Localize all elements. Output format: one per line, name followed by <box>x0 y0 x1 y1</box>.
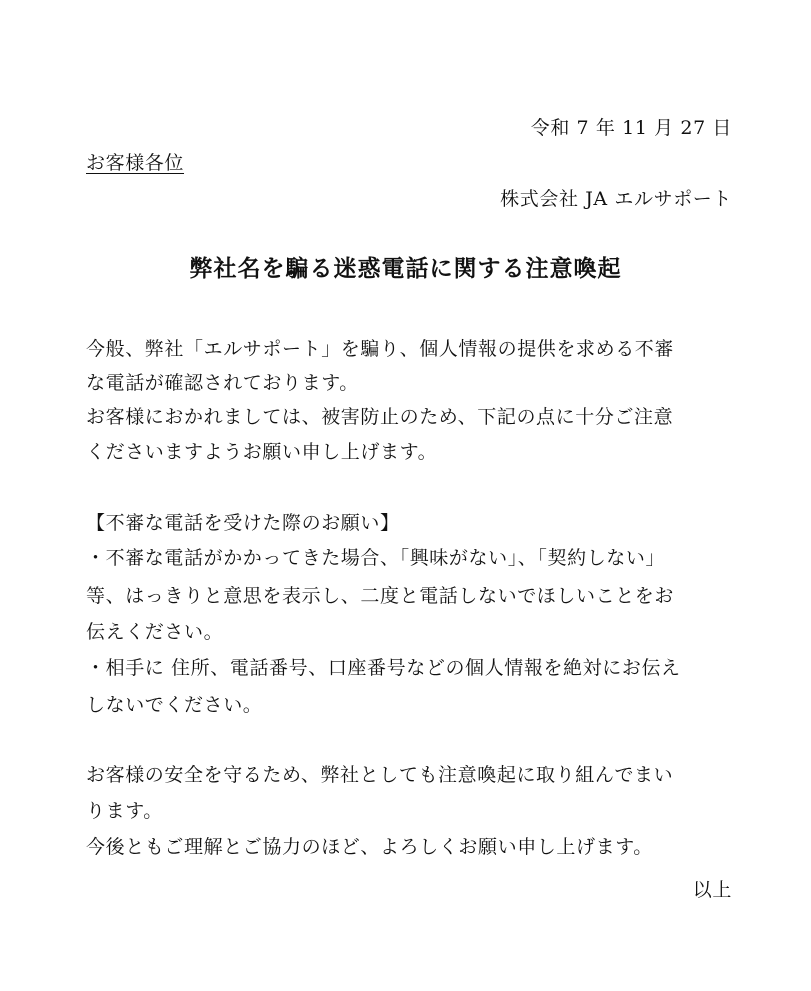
document-title: 弊社名を騙る迷惑電話に関する注意喚起 <box>189 255 622 282</box>
closing-line: お客様の安全を守るため、弊社としても注意喚起に取り組んでまい <box>86 764 674 786</box>
intro-line: お客様におかれましては、被害防止のため、下記の点に十分ご注意 <box>86 406 674 428</box>
end-mark: 以上 <box>692 879 732 901</box>
section-heading: 【不審な電話を受けた際のお願い】 <box>86 512 400 534</box>
closing-line: ります。 <box>86 800 163 822</box>
point-line: 伝えください。 <box>86 621 224 643</box>
recipient-line: お客様各位 <box>86 152 185 174</box>
intro-line: な電話が確認されております。 <box>86 372 359 394</box>
sender-name: 株式会社 JA エルサポート <box>500 188 732 210</box>
intro-line: くださいますようお願い申し上げます。 <box>86 441 438 463</box>
closing-line: 今後ともご理解とご協力のほど、よろしくお願い申し上げます。 <box>86 836 653 858</box>
point-line: しないでください。 <box>86 694 263 716</box>
point-line: 等、はっきりと意思を表示し、二度と電話しないでほしいことをお <box>86 585 675 607</box>
intro-line: 今般、弊社「エルサポート」を騙り、個人情報の提供を求める不審 <box>86 338 675 360</box>
document-date: 令和 7 年 11 月 27 日 <box>530 117 732 139</box>
point-line: ・不審な電話がかかってきた場合、「興味がない」、「契約しない」 <box>86 547 666 569</box>
point-line: ・相手に 住所、電話番号、口座番号などの個人情報を絶対にお伝え <box>86 657 681 679</box>
